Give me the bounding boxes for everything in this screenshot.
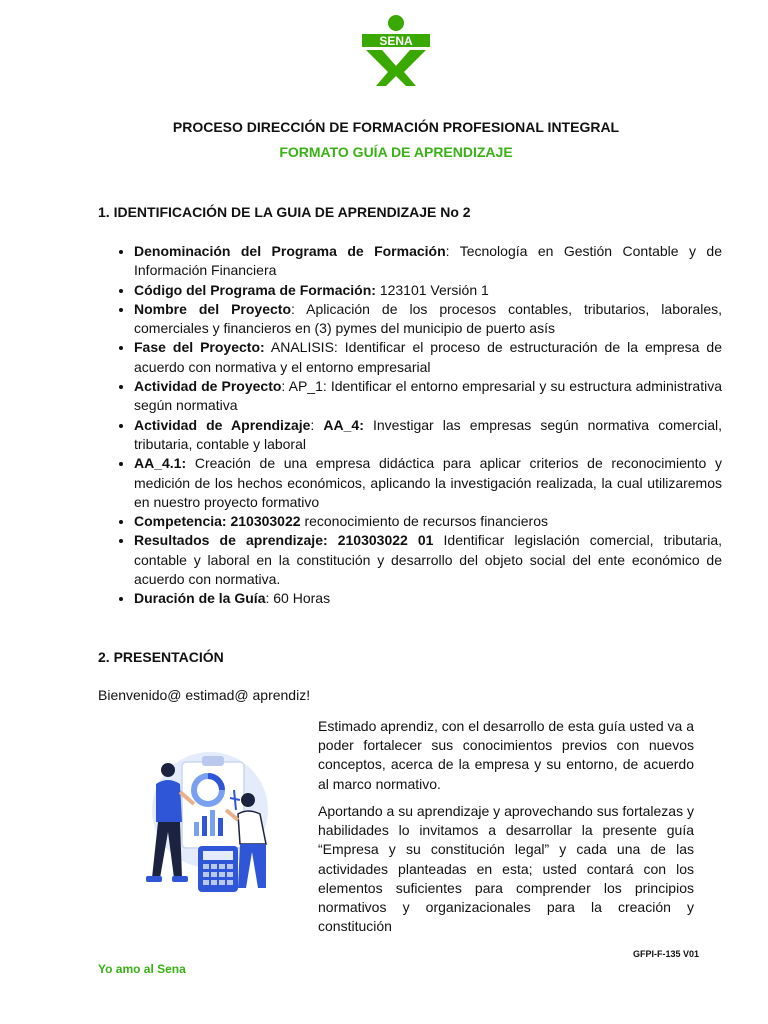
list-item: • Resultados de aprendizaje: 210303022 01 Identificar legislación comercial, tributaria, contable y laboral en la constitución y desarrollo del objeto social del ente económico de acuerdo con normativa. xyxy=(134,531,722,589)
section-2-heading: 2. PRESENTACIÓN xyxy=(98,649,224,665)
logo-text: SENA xyxy=(379,34,413,48)
section-1-heading: 1. IDENTIFICACIÓN DE LA GUIA DE APRENDIZAJE No 2 xyxy=(98,204,471,220)
list-item: • Código del Programa de Formación: 123101 Versión 1 xyxy=(134,281,722,300)
sena-logo xyxy=(360,14,432,88)
document-code: GFPI-F-135 V01 xyxy=(633,949,700,959)
list-item: • Actividad de Proyecto: AP_1: Identificar el entorno empresarial y su estructura administrativa según normativa xyxy=(134,377,722,416)
welcome-text: Bienvenido@ estimad@ aprendiz! xyxy=(98,687,311,703)
format-title: FORMATO GUÍA DE APRENDIZAJE xyxy=(279,144,513,160)
presentation-paragraph-1: Estimado aprendiz, con el desarrollo de esta guía usted va a poder fortalecer sus conocimientos previos con nuevos conceptos, acerca de la empresa y su entorno, de acuerdo al marco normativo. xyxy=(318,718,694,792)
list-item: • Fase del Proyecto: ANALISIS: Identificar el proceso de estructuración de la empresa de acuerdo con normativa y el entorno empresarial xyxy=(134,338,722,377)
identification-list xyxy=(98,242,722,609)
business-analysis-illustration xyxy=(130,748,290,898)
list-item: • Duración de la Guía: 60 Horas xyxy=(134,589,722,608)
presentation-paragraph-2: Aportando a su aprendizaje y aprovechando sus fortalezas y habilidades lo invitamos a desarrollar la presente guía “Empresa y su constitución legal” y cada una de las actividades planteadas en esta; usted contará con los elementos suficientes para comprender los principios normativos y organizacionales para la creación y constitución xyxy=(318,803,694,935)
list-item: • AA_4.1: Creación de una empresa didáctica para aplicar criterios de reconocimiento y medición de los hechos económicos, aplicando la investigación realizada, la cual utilizaremos en nuestro proyecto formativo xyxy=(134,454,722,512)
list-item: • Nombre del Proyecto: Aplicación de los procesos contables, tributarios, laborales, comerciales y financieros en (3) pymes del municipio de puerto asís xyxy=(134,300,722,339)
list-item: • Competencia: 210303022 reconocimiento de recursos financieros xyxy=(134,512,722,531)
list-item: • Actividad de Aprendizaje: AA_4: Investigar las empresas según normativa comercial, tributaria, contable y laboral xyxy=(134,416,722,455)
footer-slogan: Yo amo al Sena xyxy=(98,962,186,976)
list-item: • Denominación del Programa de Formación: Tecnología en Gestión Contable y de Información Financiera xyxy=(134,242,722,281)
process-title: PROCESO DIRECCIÓN DE FORMACIÓN PROFESIONAL INTEGRAL xyxy=(172,119,620,135)
